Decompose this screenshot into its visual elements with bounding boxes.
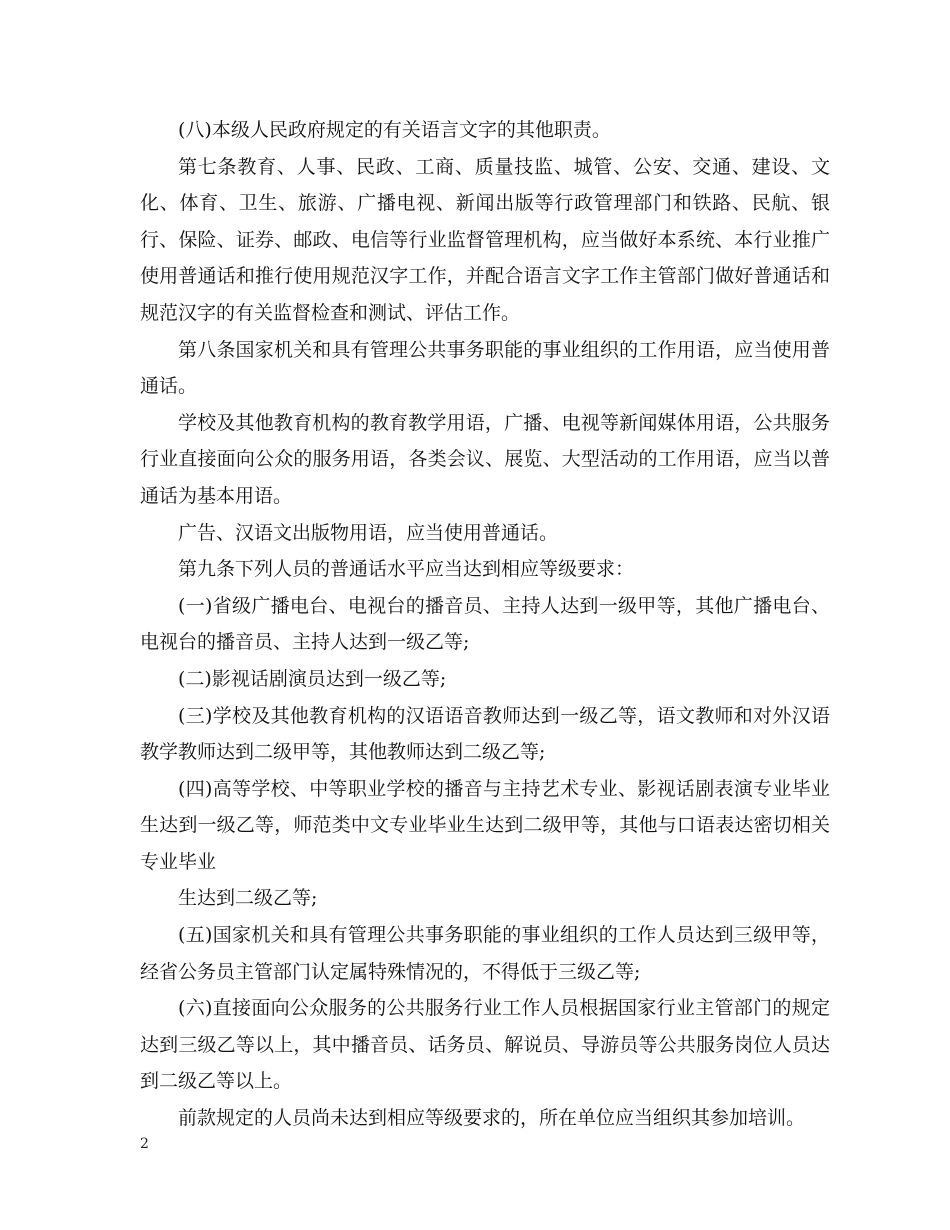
page-number: 2 [140, 1136, 149, 1152]
paragraph: (四)高等学校、中等职业学校的播音与主持艺术专业、影视话剧表演专业毕业生达到一级乙等，师范类中文专业毕业生达到二级甲等，其他与口语表达密切相关专业毕业 [140, 777, 830, 873]
paragraph: (二)影视话剧演员达到一级乙等; [178, 667, 447, 690]
paragraph: 第七条教育、人事、民政、工商、质量技监、城管、公安、交通、建设、文化、体育、卫生、旅游、广播电视、新闻出版等行政管理部门和铁路、民航、银行、保险、证券、邮政、电信等行业监督管理机构，应当做好本系统、本行业推广使用普通话和推行使用规范汉字工作，并配合语言文字工作主管部门做好普通话和规范汉字的有关监督检查和测试、评估工作。 [140, 155, 830, 324]
paragraph: (八)本级人民政府规定的有关语言文字的其他职责。 [178, 119, 611, 141]
document-body [140, 112, 830, 1137]
paragraph: 前款规定的人员尚未达到相应等级要求的，所在单位应当组织其参加培训。 [178, 1107, 806, 1130]
paragraph: 广告、汉语文出版物用语，应当使用普通话。 [178, 521, 559, 544]
paragraph: (五)国家机关和具有管理公共事务职能的事业组织的工作人员达到三级甲等，经省公务员主管部门认定属特殊情况的，不得低于三级乙等; [140, 924, 830, 983]
paragraph: 第八条国家机关和具有管理公共事务职能的事业组织的工作用语，应当使用普通话。 [140, 338, 830, 398]
paragraph: (六)直接面向公众服务的公共服务行业工作人员根据国家行业主管部门的规定达到三级乙等以上，其中播音员、话务员、解说员、导游员等公共服务岗位人员达到二级乙等以上。 [140, 997, 830, 1093]
paragraph: 第九条下列人员的普通话水平应当达到相应等级要求： [178, 558, 635, 581]
paragraph: 学校及其他教育机构的教育教学用语，广播、电视等新闻媒体用语，公共服务行业直接面向公众的服务用语，各类会议、展览、大型活动的工作用语，应当以普通话为基本用语。 [140, 411, 830, 507]
paragraph: (三)学校及其他教育机构的汉语语音教师达到一级乙等，语文教师和对外汉语教学教师达到二级甲等，其他教师达到二级乙等; [140, 704, 830, 764]
paragraph: (一)省级广播电台、电视台的播音员、主持人达到一级甲等，其他广播电台、电视台的播音员、主持人达到一级乙等; [140, 594, 830, 654]
paragraph: 生达到二级乙等; [178, 887, 318, 910]
